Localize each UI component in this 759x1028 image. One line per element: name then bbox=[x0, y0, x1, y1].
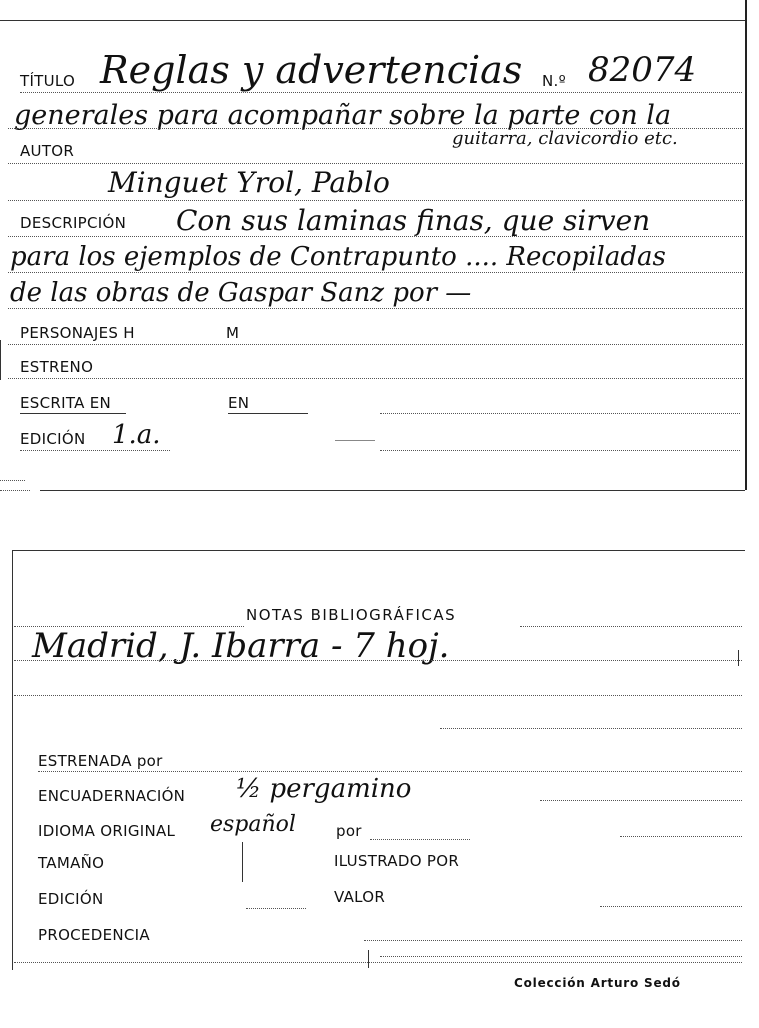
card2-bottom-rule bbox=[14, 962, 742, 963]
edicion-rule-a bbox=[20, 450, 170, 451]
edicion-smudge bbox=[335, 440, 375, 441]
escrita-rule-a bbox=[20, 413, 126, 414]
notas-rule-b bbox=[520, 626, 742, 627]
autor-rule bbox=[8, 200, 743, 201]
notas-rule-1 bbox=[14, 660, 742, 661]
card-short-mark bbox=[0, 480, 25, 481]
personajes-rule bbox=[8, 344, 743, 345]
encuadernacion-label: ENCUADERNACIÓN bbox=[38, 787, 186, 805]
escrita-rule-c bbox=[380, 413, 740, 414]
notas-rule-2 bbox=[14, 695, 742, 696]
ilustrado-label: ILUSTRADO POR bbox=[334, 852, 460, 870]
coleccion-label: Colección Arturo Sedó bbox=[514, 976, 681, 990]
card2-top-border bbox=[12, 550, 745, 551]
autor-label-rule bbox=[8, 163, 743, 164]
descripcion-rule-2 bbox=[8, 272, 743, 273]
titulo-line2: generales para acompañar sobre la parte con la bbox=[14, 100, 672, 131]
card-bottom-border-left bbox=[0, 490, 30, 491]
escrita-en-label: EN bbox=[228, 394, 250, 412]
notas-rule-3 bbox=[440, 728, 742, 729]
idioma-por-label: por bbox=[336, 822, 362, 840]
procedencia-rule-2 bbox=[380, 956, 742, 957]
titulo-label: TÍTULO bbox=[20, 72, 76, 90]
idioma-label: IDIOMA ORIGINAL bbox=[38, 822, 176, 840]
numero-value: 82074 bbox=[588, 50, 697, 90]
valor-label: VALOR bbox=[334, 888, 386, 906]
card-top-border bbox=[0, 20, 745, 21]
escrita-label: ESCRITA EN bbox=[20, 394, 112, 412]
notas-value: Madrid, J. Ibarra - 7 hoj. bbox=[32, 626, 450, 666]
estreno-rule bbox=[8, 378, 743, 379]
notas-label: NOTAS BIBLIOGRÁFICAS bbox=[246, 606, 457, 624]
descripcion-line3: de las obras de Gaspar Sanz por — bbox=[10, 278, 472, 308]
idioma-stroke bbox=[242, 842, 243, 882]
idioma-rule-b bbox=[620, 836, 742, 837]
encuadernacion-value: ½ pergamino bbox=[236, 774, 412, 804]
procedencia-label: PROCEDENCIA bbox=[38, 926, 150, 944]
card2-mark bbox=[368, 950, 369, 968]
descripcion-line2: para los ejemplos de Contrapunto .... Recopiladas bbox=[10, 242, 666, 272]
procedencia-rule bbox=[364, 940, 742, 941]
descripcion-rule-3 bbox=[8, 308, 743, 309]
valor-rule bbox=[600, 906, 742, 907]
edicion2-label: EDICIÓN bbox=[38, 890, 104, 908]
estrenada-rule bbox=[38, 771, 742, 772]
card-bottom-border bbox=[40, 490, 745, 491]
autor-label: AUTOR bbox=[20, 142, 75, 160]
personajes-m-label: M bbox=[226, 324, 240, 342]
estreno-label: ESTRENO bbox=[20, 358, 94, 376]
estrenada-label: ESTRENADA por bbox=[38, 752, 163, 770]
titulo-value: Reglas y advertencias bbox=[100, 48, 523, 92]
descripcion-line1: Con sus laminas finas, que sirven bbox=[176, 204, 651, 237]
idioma-value: español bbox=[210, 812, 296, 837]
card2-left-edge bbox=[12, 550, 13, 970]
encuadernacion-rule bbox=[540, 800, 742, 801]
edicion-rule-b bbox=[380, 450, 740, 451]
notas-right-mark bbox=[738, 650, 739, 666]
numero-label: N.º bbox=[542, 72, 566, 90]
edicion-value: 1.a. bbox=[112, 420, 161, 450]
edicion2-rule bbox=[246, 908, 306, 909]
idioma-rule-a bbox=[370, 839, 470, 840]
descripcion-label: DESCRIPCIÓN bbox=[20, 214, 127, 232]
tamano-label: TAMAÑO bbox=[38, 854, 105, 872]
titulo-line3: guitarra, clavicordio etc. bbox=[452, 128, 678, 149]
edicion-label: EDICIÓN bbox=[20, 430, 86, 448]
card-left-edge-mark bbox=[0, 340, 1, 380]
titulo-rule bbox=[20, 92, 742, 93]
personajes-label: PERSONAJES H bbox=[20, 324, 135, 342]
autor-value: Minguet Yrol, Pablo bbox=[108, 166, 390, 199]
escrita-rule-b bbox=[228, 413, 308, 414]
descripcion-rule-1 bbox=[8, 236, 743, 237]
